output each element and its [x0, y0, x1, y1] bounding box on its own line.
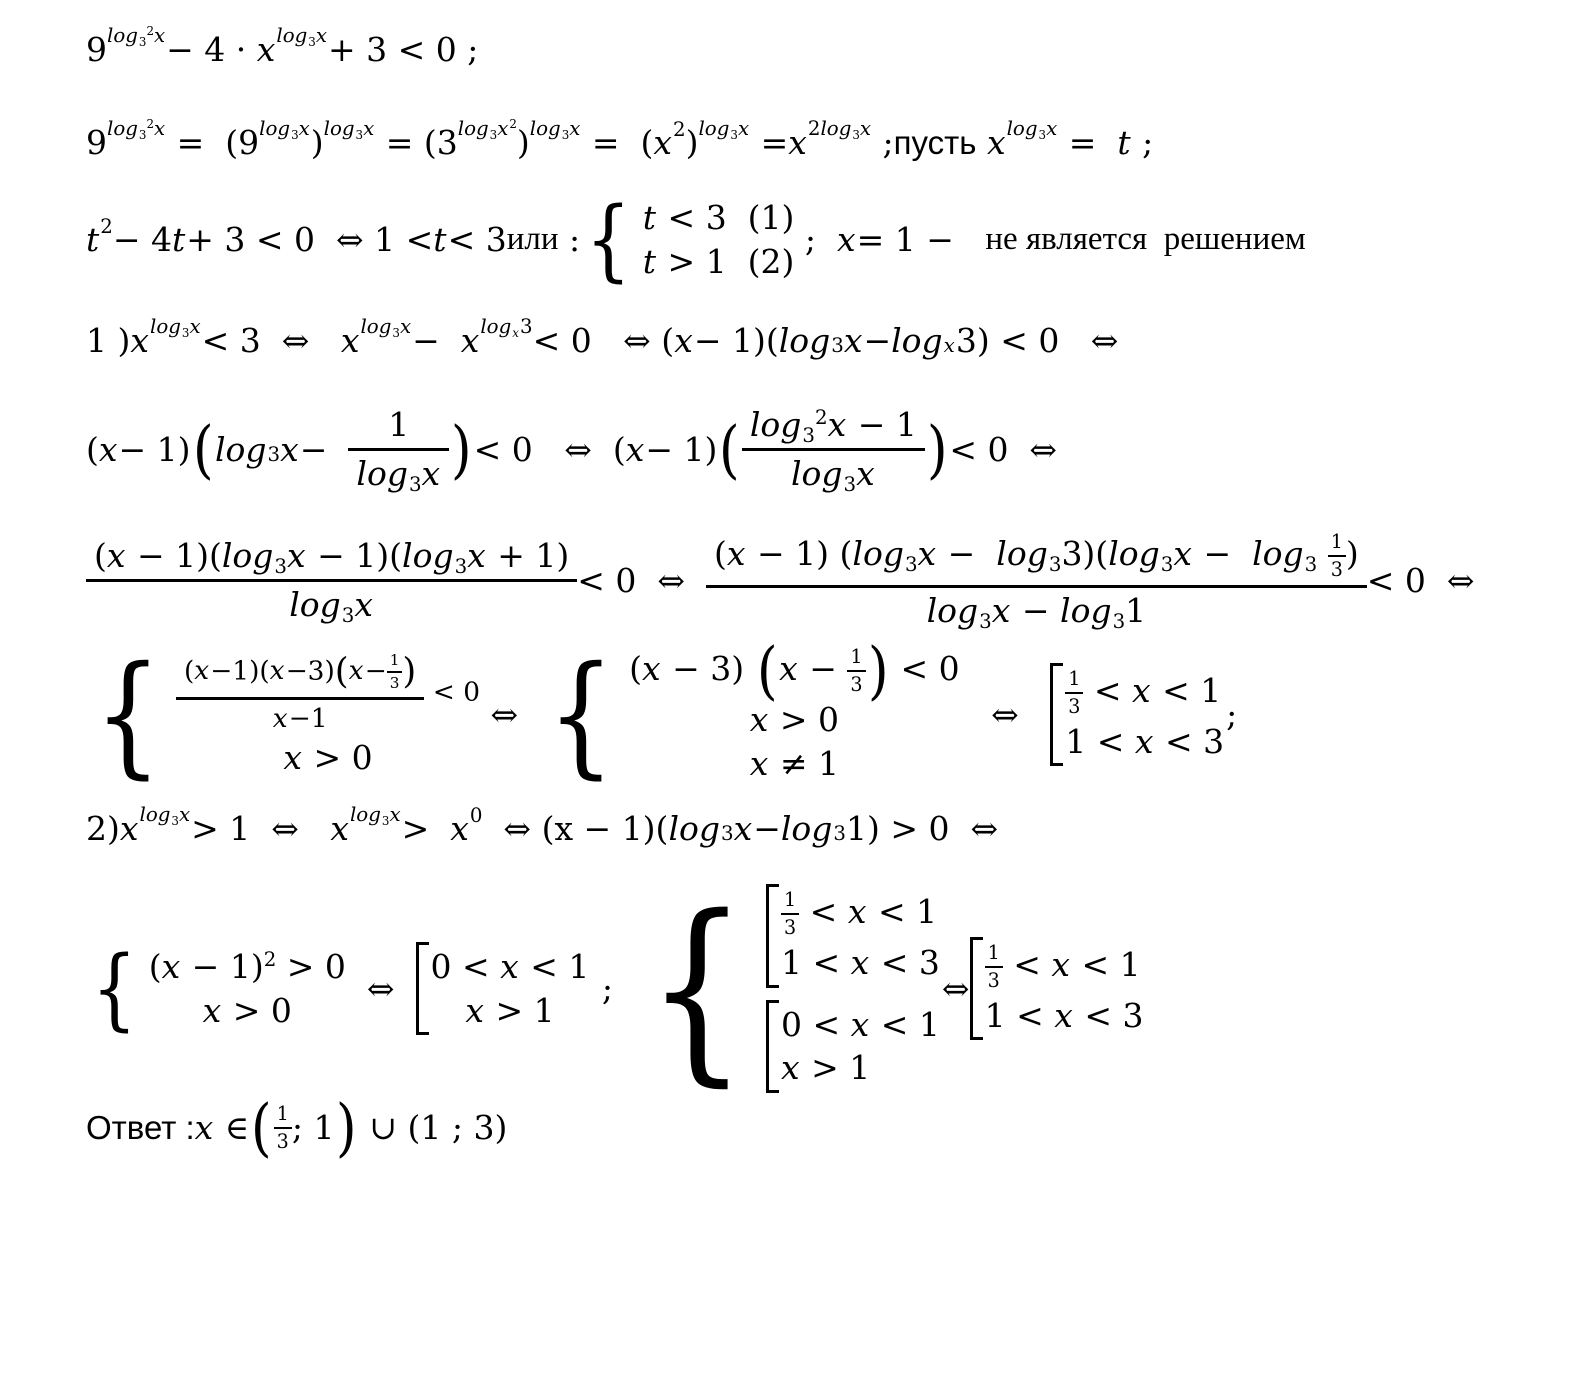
equation-line-problem-statement: 9 $^{log_3^2x}$ − 4 · x $^{log_3x}$ + 3 < 0 ;	[86, 23, 479, 69]
equation-line-case1-systems: { (x−1)(x−3)(x− $\frac{1}{3}$ ) x−1 < 0 x > 0 ⇔ { (x − 3) (x − $\frac{1}{3}$ ) < 0 x > 0 x ≠ 1 ⇔ $\frac{1}{3}$ < x < 1 1 < x < 3 ;	[94, 634, 1238, 792]
equation-line-case1-start: 1 ) x $^{log_3x}$ < 3 ⇔ x $^{log_3x}$ − x $^{log_x 3}$ < 0 ⇔ ( x − 1)( log $_3$ x − log $_x$ 3) < 0 ⇔	[86, 315, 1119, 361]
equation-line-substitution: t $^2$ − 4 t + 3 < 0 ⇔ 1 < t < 3 или : { t < 3 (1) t > 1 (2) ; x = 1 − не является решением	[86, 187, 1306, 292]
equation-line-case1-factored: $(x - 1)(\log_3x - 1)(\log_3x + 1)$ $\log_3x$ < 0 ⇔ (x − 1) $(\log_3x - \log_33)(\log_3x - \log_3$ $\frac{1}{3}$ ) $\log_3x - \log_31$ < 0 ⇔	[86, 531, 1556, 630]
equation-line-case1-fractions: ( x − 1) ( log $_3$ x − 1 $\log_3x$ ) < 0 ⇔ ( x − 1) ( $\log_3^2x - 1$ $\log_3x$ ) < 0 ⇔	[86, 405, 1058, 496]
equation-line-power-transform: 9 $^{log_3^2x}$ = (9 $^{log_3x}$ ) $^{log_3x}$ = (3 $^{log_3x^2}$ ) $^{log_3x}$ = ( x $^2$ ) $^{log_3x}$ = x $^{2log_3x}$ ; пусть x $^{log_3x}$ = t ;	[86, 116, 1154, 162]
equation-line-case2-start: 2) x $^{log_3x}$ > 1 ⇔ x $^{log_3x}$ > x $^0$ ⇔ (x − 1)( log $_3$ x − log $_3$ 1) > 0 ⇔	[86, 803, 999, 849]
answer-line: Ответ : x ∈ ( 1 3 ; 1 ) ∪ (1 ; 3)	[86, 1090, 508, 1164]
equation-line-case2-systems: { $(x - 1)^2 > 0$ x > 0 ⇔ 0 < x < 1 x > 1 ; { $\frac{1}{3}$ < x < 1 1 < x < 3 0 < x < 1 x > 1 ⇔ $\frac{1}{3}$ < x < 1 1 < x < 3	[91, 872, 1144, 1104]
